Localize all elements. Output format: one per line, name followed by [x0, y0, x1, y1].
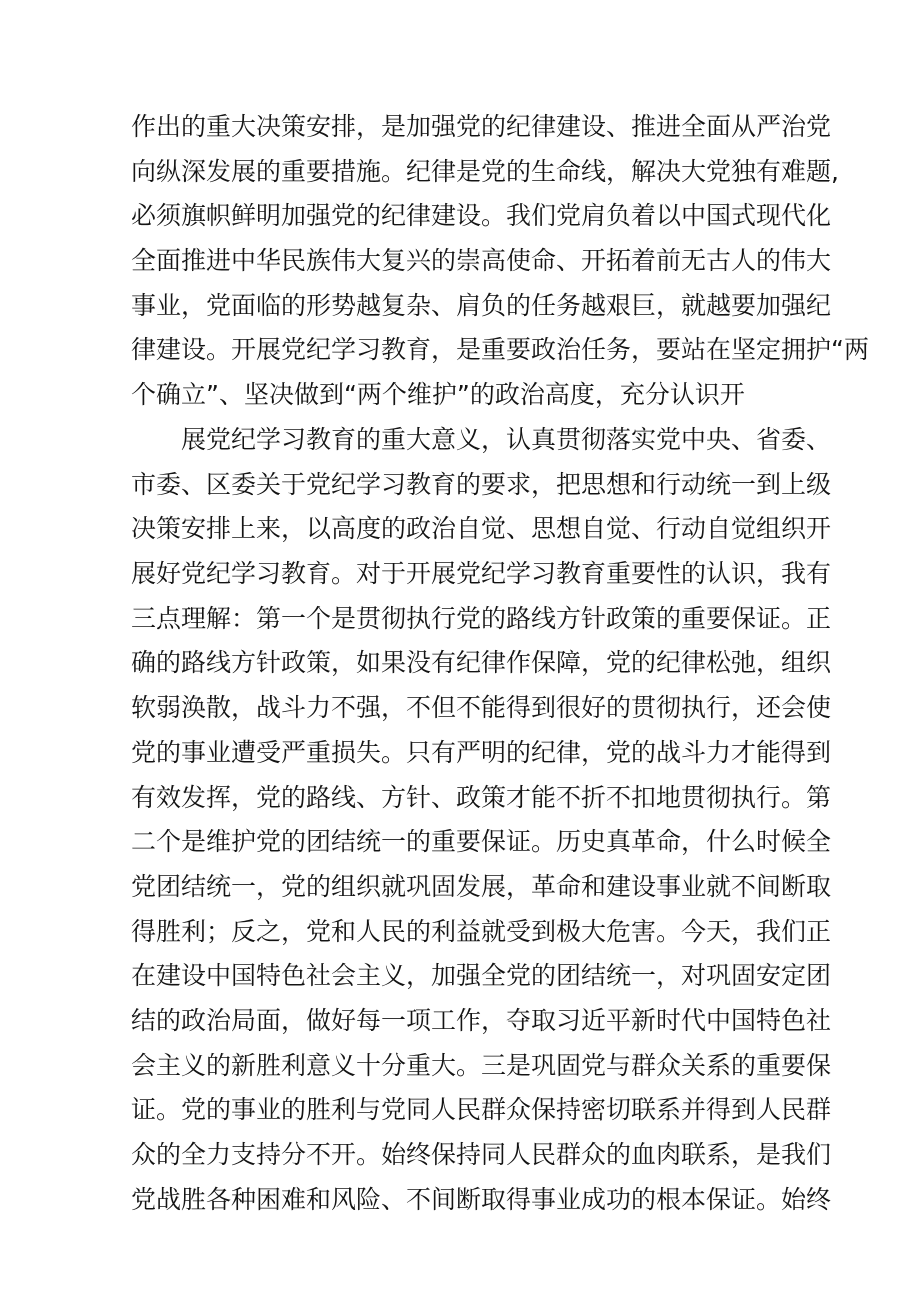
- text-line: 党的事业遭受严重损失。只有严明的纪律，党的战斗力才能得到: [131, 737, 832, 767]
- text-line: 有效发挥，党的路线、方针、政策才能不折不扣地贯彻执行。第: [131, 782, 832, 812]
- text-line: 作出的重大决策安排，是加强党的纪律建设、推进全面从严治党: [131, 112, 832, 141]
- text-line: 决策安排上来，以高度的政治自觉、思想自觉、行动自觉组织开: [131, 514, 832, 544]
- text-line: 党战胜各种困难和风险、不间断取得事业成功的根本保证。始终: [131, 1184, 832, 1214]
- text-line: 在建设中国特色社会主义，加强全党的团结统一，对巩固安定团: [131, 961, 832, 991]
- text-line: 众的全力支持分不开。始终保持同人民群众的血肉联系，是我们: [131, 1140, 832, 1169]
- text-line: 结的政治局面，做好每一项工作，夺取习近平新时代中国特色社: [131, 1005, 832, 1035]
- text-line: 会主义的新胜利意义十分重大。三是巩固党与群众关系的重要保: [131, 1050, 832, 1080]
- text-line: 个确立”、坚决做到“两个维护”的政治高度，充分认识开: [131, 380, 745, 410]
- text-line: 必须旗帜鲜明加强党的纪律建设。我们党肩负着以中国式现代化: [131, 201, 832, 231]
- paragraph-2: [131, 418, 832, 1222]
- text-line: 得胜利；反之，党和人民的利益就受到极大危害。今天，我们正: [131, 916, 832, 946]
- text-line: 向纵深发展的重要措施。纪律是党的生命线，解决大党独有难题,: [131, 156, 839, 186]
- text-line: 党团结统一，党的组织就巩固发展，革命和建设事业就不间断取: [131, 871, 832, 901]
- text-line: 市委、区委关于党纪学习教育的要求，把思想和行动统一到上级: [131, 469, 832, 499]
- text-line: 三点理解：第一个是贯彻执行党的路线方针政策的重要保证。正: [131, 603, 832, 633]
- paragraph-1: [131, 105, 869, 418]
- text-line: 软弱涣散，战斗力不强，不但不能得到很好的贯彻执行，还会使: [131, 693, 832, 723]
- text-line: 事业，党面临的形势越复杂、肩负的任务越艰巨，就越要加强纪: [131, 290, 832, 320]
- text-line: 展好党纪学习教育。对于开展党纪学习教育重要性的认识，我有: [131, 559, 832, 589]
- text-line: 展党纪学习教育的重大意义，认真贯彻落实党中央、省委、: [181, 425, 832, 454]
- text-line: 二个是维护党的团结统一的重要保证。历史真革命，什么时候全: [131, 827, 832, 857]
- text-line: 律建设。开展党纪学习教育，是重要政治任务，要站在坚定拥护“两: [131, 335, 869, 365]
- text-line: 确的路线方针政策，如果没有纪律作保障，党的纪律松弛，组织: [131, 648, 832, 678]
- text-line: 全面推进中华民族伟大复兴的崇高使命、开拓着前无古人的伟大: [131, 246, 832, 276]
- text-line: 证。党的事业的胜利与党同人民群众保持密切联系并得到人民群: [131, 1095, 832, 1125]
